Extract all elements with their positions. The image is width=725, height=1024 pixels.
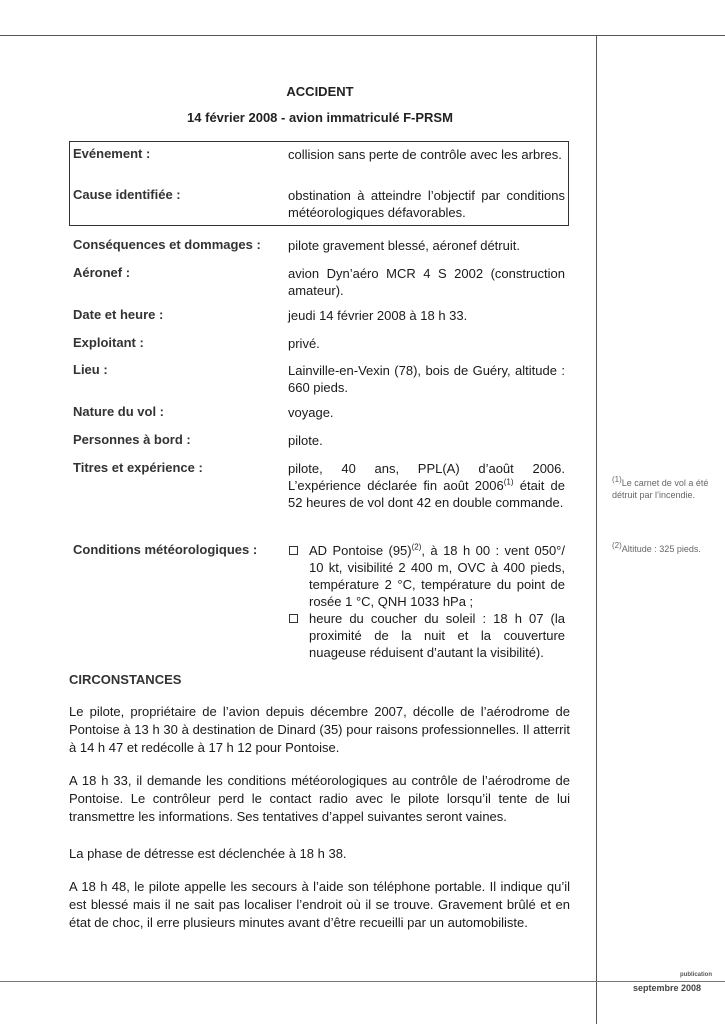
field-value-personnes: pilote. [288,433,323,448]
margin-note-2 [612,543,712,555]
field-label-nature: Nature du vol : [73,404,165,419]
field-value-titres [288,460,565,511]
note-text: Altitude : 325 pieds. [621,544,701,554]
list-item [288,610,565,661]
checkbox-bullet-icon [289,614,298,623]
titres-text-part2: était de 52 heures de vol dont 42 en double commande. [288,478,566,510]
note-text: Le carnet de vol a été détruit par l’incendie. [612,478,709,500]
paragraph: A 18 h 33, il demande les conditions météorologiques au contrôle de l’aérodrome de Pontoise. Le contrôleur perd le contact radio avec le pilote lorsqu’il tente de lui transmettre les informations. Ses tentatives d’appel suivantes seront vaines. [69,773,570,824]
field-label-date: Date et heure : [73,307,164,322]
field-label-evenement: Evénement : [73,146,151,161]
field-label-personnes: Personnes à bord : [73,432,191,447]
field-label-aeronef: Aéronef : [73,265,131,280]
conditions-item1-part1: AD Pontoise (95) [309,543,412,558]
field-label-consequences: Conséquences et dommages : [73,237,261,252]
field-value-consequences: pilote gravement blessé, aéronef détruit. [288,238,520,253]
page-title: ACCIDENT [286,84,354,99]
conditions-list [288,542,565,661]
field-label-cause: Cause identifiée : [73,187,181,202]
field-value-cause: obstination à atteindre l’objectif par conditions météorologiques défavorables. [288,188,565,220]
margin-rule [596,35,597,1024]
titres-text-part1: pilote, 40 ans, PPL(A) d’août 2006. L’expérience déclarée fin août 2006 [288,461,565,493]
paragraph: Le pilote, propriétaire de l’avion depuis décembre 2007, décolle de l’aérodrome de Pontoise à 13 h 30 à destination de Dinard (35) pour raisons professionnelles. Il atterrit à 14 h 47 et redécolle à 17 h 12 pour Pontoise. [69,704,570,755]
field-value-lieu: Lainville-en-Vexin (78), bois de Guéry, altitude : 660 pieds. [288,363,565,395]
paragraph: A 18 h 48, le pilote appelle les secours à l’aide son téléphone portable. Il indique qu’il est blessé mais il ne sait pas localiser l’endroit où il se trouve. Gravement brûlé et en état de choc, il erre plusieurs minutes avant d’être recueilli par un automobiliste. [69,879,570,930]
margin-note-1 [612,477,712,501]
field-label-lieu: Lieu : [73,362,108,377]
paragraph: La phase de détresse est déclenchée à 18 h 38. [69,846,347,861]
field-label-exploitant: Exploitant : [73,335,144,350]
field-value-nature: voyage. [288,405,334,420]
footer-date: septembre 2008 [632,983,701,993]
note-marker: (1) [612,475,622,484]
conditions-item1-part2: , à 18 h 00 : vent 050°/ 10 kt, visibilité 2 400 m, OVC à 400 pieds, température 2 °C, température du point de rosée 1 °C, QNH 1033 hPa ; [309,543,565,609]
section-heading-circonstances: CIRCONSTANCES [69,672,182,687]
top-rule [0,35,725,36]
field-value-evenement: collision sans perte de contrôle avec les arbres. [288,147,562,162]
field-label-titres: Titres et expérience : [73,460,203,475]
field-label-conditions: Conditions météorologiques : [73,542,258,557]
conditions-item2: heure du coucher du soleil : 18 h 07 (la proximité de la nuit et la couverture nuageuse réduisent d’autant la visibilité). [309,611,565,660]
field-value-aeronef: avion Dyn’aéro MCR 4 S 2002 (construction amateur). [288,266,565,298]
field-value-date: jeudi 14 février 2008 à 18 h 33. [288,308,468,323]
note-marker: (2) [612,541,622,550]
checkbox-bullet-icon [289,546,298,555]
footnote-ref-1: (1) [503,477,514,487]
field-value-exploitant: privé. [288,336,320,351]
list-item [288,542,565,610]
footer-label: publication [680,972,712,978]
footnote-ref-2: (2) [411,542,422,552]
page-subtitle: 14 février 2008 - avion immatriculé F-PRSM [187,110,453,125]
bottom-rule [0,981,725,982]
